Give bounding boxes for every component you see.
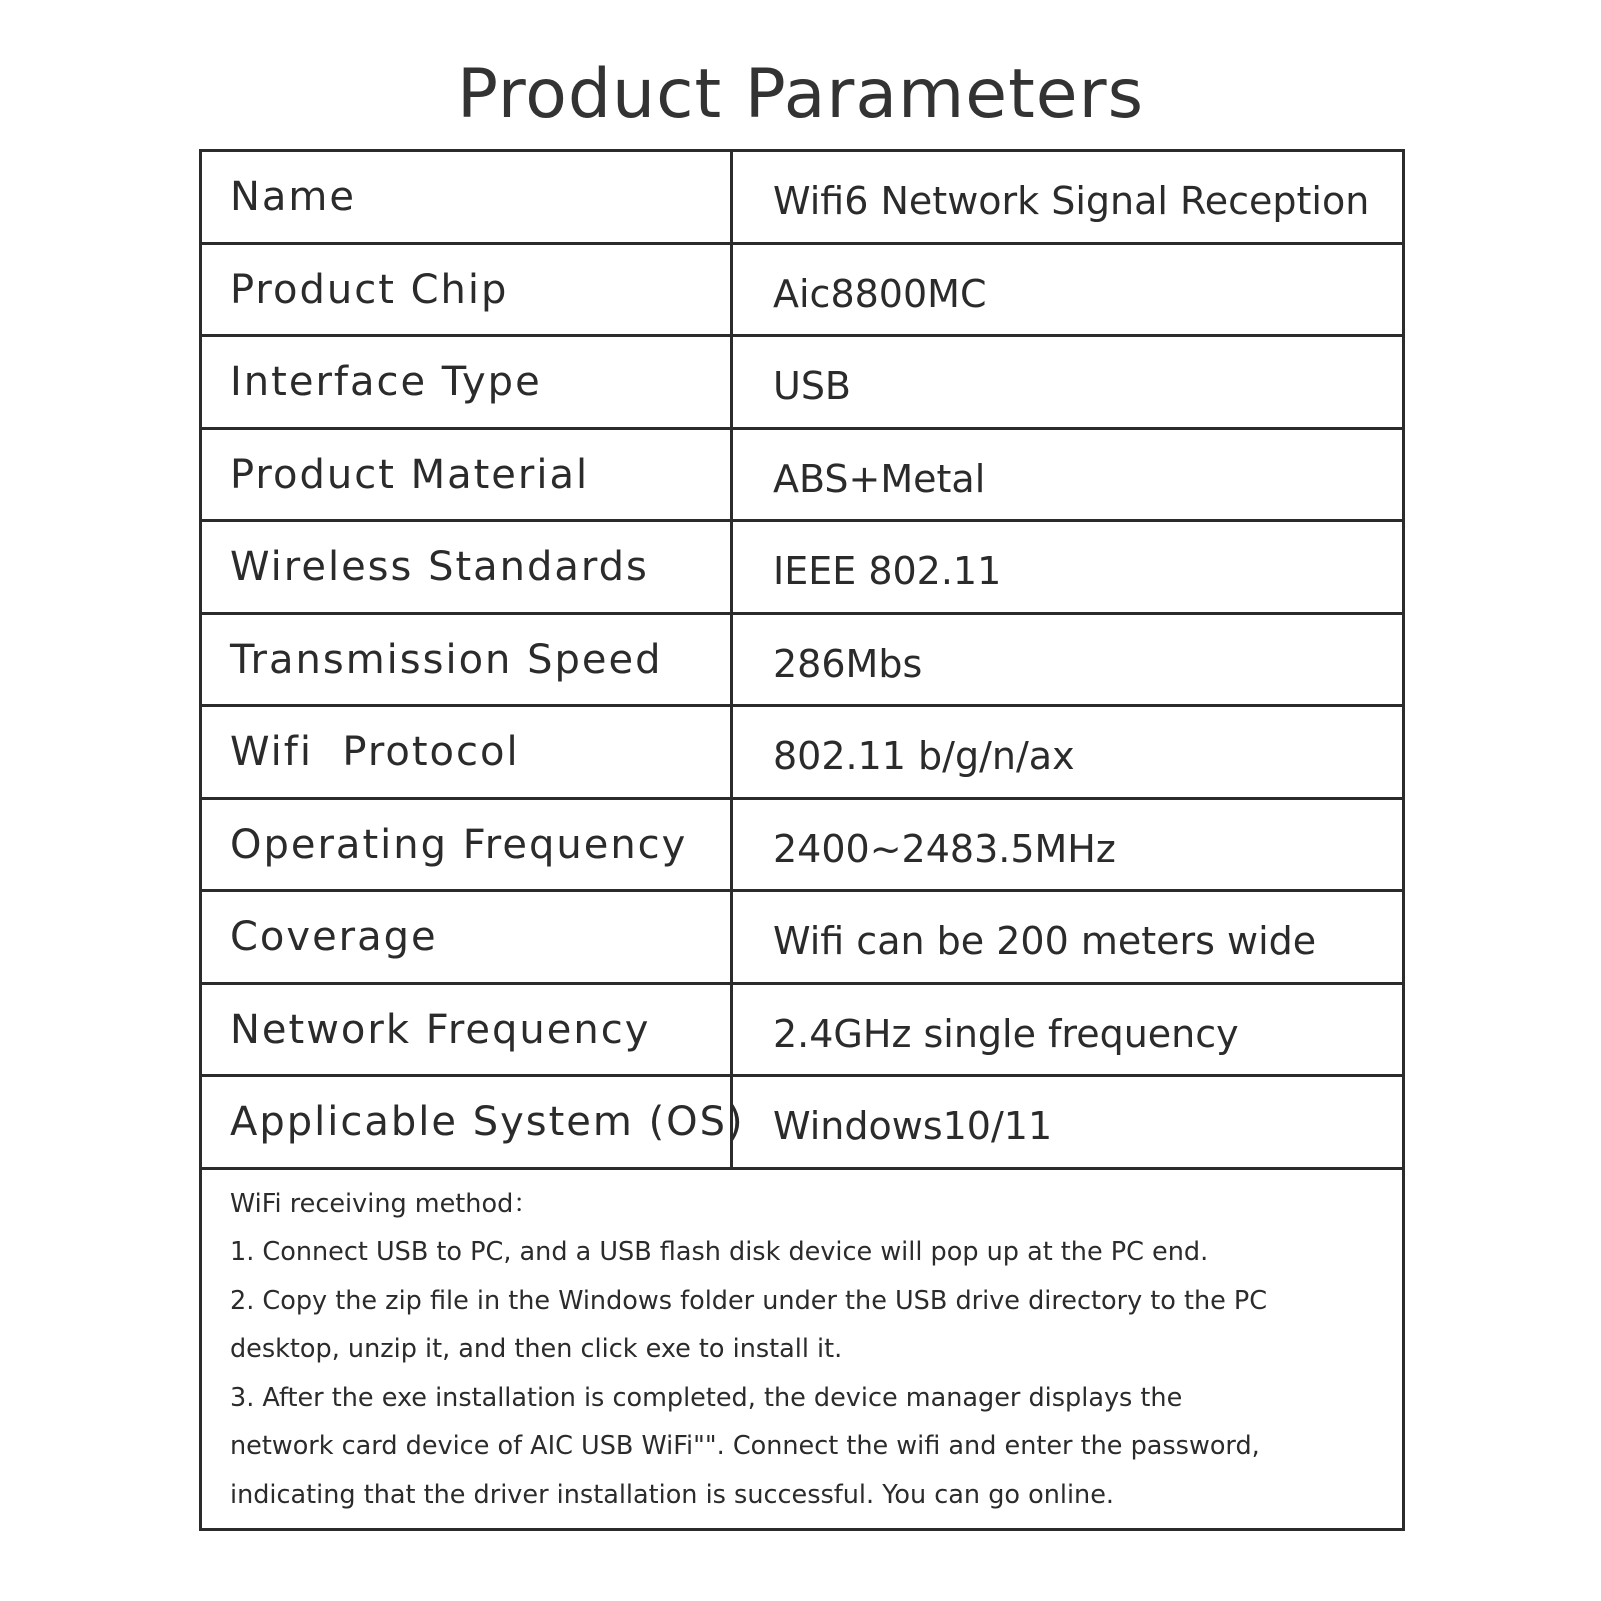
table-rows	[202, 152, 1402, 1170]
table-row-name	[202, 152, 1402, 245]
table-row-applicable-system	[202, 1077, 1402, 1170]
row-label: Product Chip	[202, 245, 733, 335]
table-row-wifi-protocol	[202, 707, 1402, 800]
row-value: Aic8800MC	[773, 271, 987, 316]
notes-line: desktop, unzip it, and then click exe to install it.	[230, 1334, 843, 1364]
notes-line: 2. Copy the zip file in the Windows folder under the USB drive directory to the PC	[230, 1285, 1268, 1316]
table-row-interface-type	[202, 337, 1402, 430]
row-value: USB	[773, 364, 852, 408]
row-value: Wifi6 Network Signal Reception	[773, 179, 1370, 223]
notes-line: 1. Connect USB to PC, and a USB flash disk device will pop up at the PC end.	[230, 1237, 1209, 1267]
table-row-transmission-speed	[202, 615, 1402, 708]
row-label: Applicable System (OS)	[202, 1077, 733, 1167]
row-label: Network Frequency	[202, 985, 733, 1075]
row-label: Transmission Speed	[202, 615, 733, 705]
notes-heading: WiFi receiving method：	[230, 1188, 539, 1219]
table-row-product-chip	[202, 245, 1402, 338]
row-label: Coverage	[202, 892, 733, 982]
parameters-table	[199, 149, 1405, 1531]
row-value: 2400~2483.5MHz	[773, 826, 1116, 871]
row-value: IEEE 802.11	[773, 549, 1002, 593]
table-row-coverage	[202, 892, 1402, 985]
row-value: ABS+Metal	[773, 456, 986, 501]
page-title: Product Parameters	[456, 55, 1144, 134]
table-row-wireless-standards	[202, 522, 1402, 615]
row-label: Operating Frequency	[202, 800, 733, 890]
row-value: 286Mbs	[773, 641, 923, 686]
table-row-operating-frequency	[202, 800, 1402, 893]
row-value: Windows10/11	[773, 1104, 1053, 1148]
row-value: 2.4GHz single frequency	[773, 1011, 1239, 1056]
installation-notes	[202, 1170, 1402, 1520]
notes-line: 3. After the exe installation is completed, the device manager displays the	[230, 1382, 1183, 1413]
table-row-product-material	[202, 430, 1402, 523]
notes-line: indicating that the driver installation is successful. You can go online.	[230, 1479, 1114, 1510]
row-value: 802.11 b/g/n/ax	[773, 734, 1075, 778]
row-label: Name	[202, 152, 733, 242]
row-value: Wifi can be 200 meters wide	[773, 919, 1317, 963]
row-label: Wifi Protocol	[202, 707, 733, 797]
table-row-network-frequency	[202, 985, 1402, 1078]
row-label: Wireless Standards	[202, 522, 733, 612]
row-label: Interface Type	[202, 337, 733, 427]
row-label: Product Material	[202, 430, 733, 520]
notes-line: network card device of AIC USB WiFi"". Connect the wifi and enter the password,	[230, 1431, 1260, 1461]
